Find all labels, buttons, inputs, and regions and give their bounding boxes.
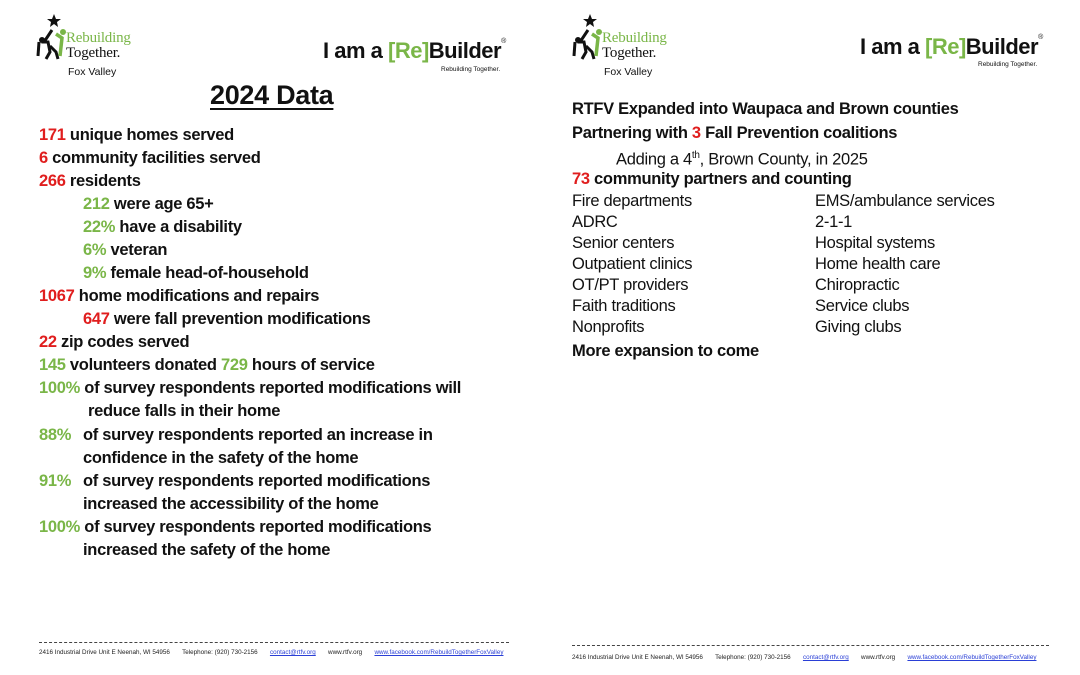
partner-item: Hospital systems [815,234,935,252]
survey-3: 91% of survey respondents reported modifications [39,472,431,490]
footer-divider [572,645,1049,646]
stat-modifications: 1067 home modifications and repairs [39,287,320,305]
partner-item: OT/PT providers [572,276,689,294]
rebuilder-mark: I am a [Re]Builder® [323,38,506,63]
logo [572,12,692,78]
page-title: 2024 Data [210,80,334,110]
rebuilding-together-logo-icon [36,12,68,60]
survey-2: 88% of survey respondents reported an increase in [39,426,433,444]
rebuilder-mark: I am a [Re]Builder® [860,34,1043,59]
rebuilder-tagline: Rebuilding Together. [441,66,501,73]
partner-item: Faith traditions [572,297,676,315]
logo [36,12,156,78]
footer-web: www.rtfv.org [328,649,363,656]
rebuilder-tagline: Rebuilding Together. [978,61,1038,68]
partner-item: Senior centers [572,234,675,252]
footer-facebook-link[interactable]: www.facebook.com/RebuildTogetherFoxValley [374,649,504,656]
footer-web: www.rtfv.org [861,654,896,661]
footer-address: 2416 Industrial Drive Unit E Neenah, WI 54956 [572,654,703,661]
footer-address: 2416 Industrial Drive Unit E Neenah, WI 54956 [39,649,170,656]
survey-1-cont: reduce falls in their home [88,402,281,420]
stat-disability: 22% have a disability [83,218,242,236]
stat-fall-prevention: 647 were fall prevention modifications [83,310,371,328]
logo-subtitle: Fox Valley [604,66,653,78]
stat-female: 9% female head-of-household [83,264,309,282]
partner-item: EMS/ambulance services [815,192,995,210]
footer-phone: Telephone: (920) 730-2156 [182,649,258,656]
survey-1: 100% of survey respondents reported modifications will [39,379,462,397]
stat-age: 212 were age 65+ [83,195,214,213]
partnering-line: Partnering with 3 Fall Prevention coalitions [572,124,898,142]
partner-item: Outpatient clinics [572,255,693,273]
footer-email-link[interactable]: contact@rtfv.org [269,649,316,656]
logo-word-together: Together. [602,45,657,61]
footer [572,654,1036,661]
footer-email-link[interactable]: contact@rtfv.org [802,654,849,661]
partner-item: ADRC [572,213,618,231]
stat-residents: 266 residents [39,172,141,190]
stat-zip-codes: 22 zip codes served [39,333,190,351]
footer [39,649,503,656]
expanded-heading: RTFV Expanded into Waupaca and Brown counties [572,100,959,118]
survey-3-cont: increased the accessibility of the home [83,495,379,513]
logo-word-rebuilding: Rebuilding [602,30,667,46]
stat-volunteers: 145 volunteers donated 729 hours of service [39,356,375,374]
logo-word-together: Together. [66,45,121,61]
more-expansion: More expansion to come [572,342,759,360]
footer-divider [39,642,509,643]
partner-item: Nonprofits [572,318,645,336]
adding-line: Adding a 4th, Brown County, in 2025 [616,150,868,169]
stat-veteran: 6% veteran [83,241,168,259]
stat-homes: 171 unique homes served [39,126,234,144]
survey-2-cont: confidence in the safety of the home [83,449,359,467]
footer-phone: Telephone: (920) 730-2156 [715,654,791,661]
survey-4-cont: increased the safety of the home [83,541,331,559]
partner-item: Fire departments [572,192,692,210]
rebuilding-together-logo-icon [572,12,604,60]
page-right [540,0,1080,675]
partner-item: Chiropractic [815,276,900,294]
footer-facebook-link[interactable]: www.facebook.com/RebuildTogetherFoxValley [907,654,1037,661]
partner-item: Giving clubs [815,318,902,336]
partners-line: 73 community partners and counting [572,170,852,188]
partner-item: Service clubs [815,297,910,315]
survey-4: 100% of survey respondents reported modifications [39,518,432,536]
partner-item: Home health care [815,255,941,273]
logo-subtitle: Fox Valley [68,66,117,78]
stat-facilities: 6 community facilities served [39,149,261,167]
partner-item: 2-1-1 [815,213,853,231]
logo-word-rebuilding: Rebuilding [66,30,131,46]
